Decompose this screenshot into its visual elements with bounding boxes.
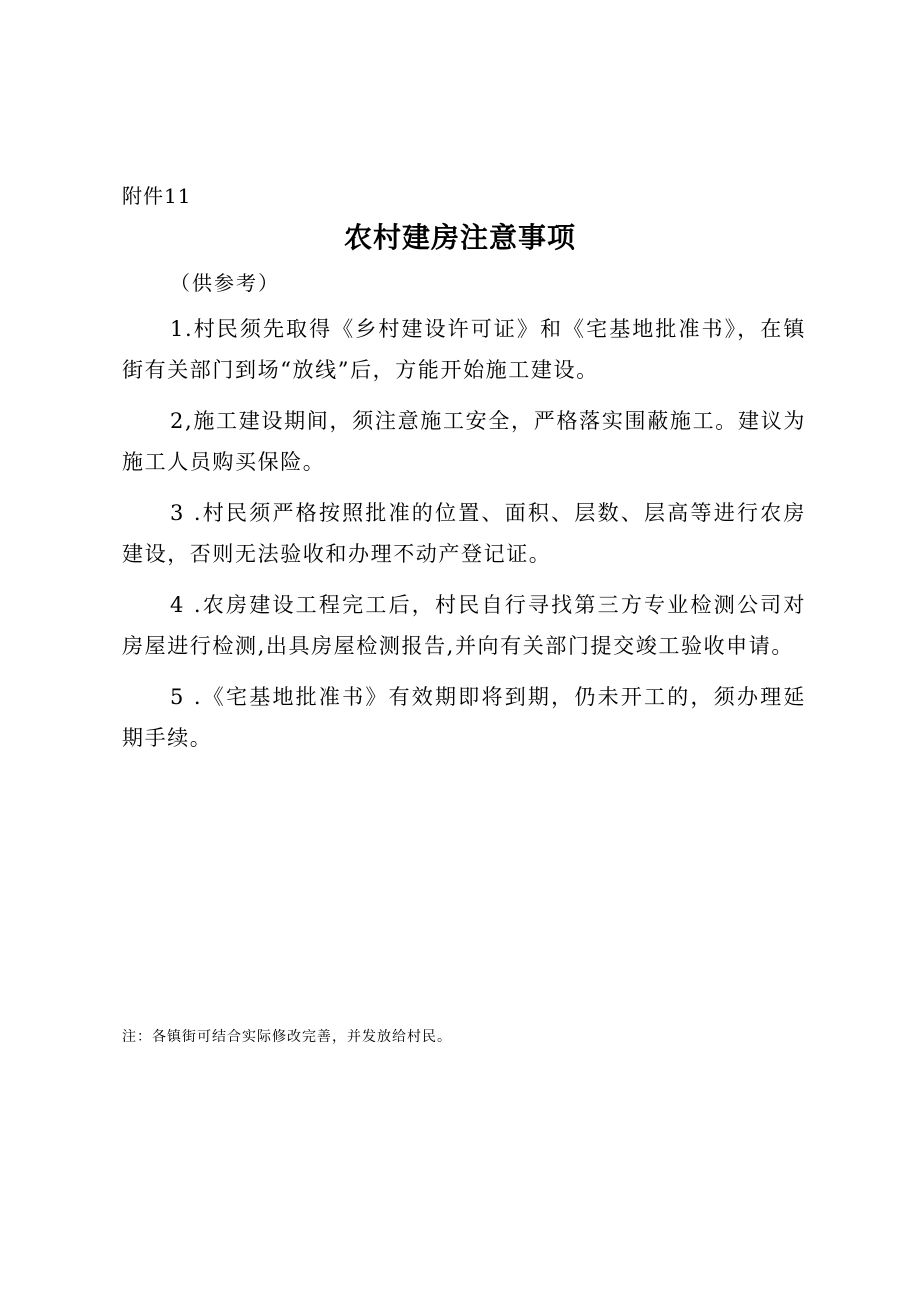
- attachment-label: 附件11: [122, 184, 192, 208]
- document-subtitle: （供参考）: [170, 271, 280, 295]
- item-paragraph-1: 1.村民须先取得《乡村建设许可证》和《宅基地批准书》，在镇街有关部门到场“放线”后，方能开始施工建设。: [122, 317, 806, 382]
- item-paragraph-4: 4 .农房建设工程完工后，村民自行寻找第三方专业检测公司对房屋进行检测,出具房屋检测报告,并向有关部门提交竣工验收申请。: [122, 593, 806, 658]
- item-paragraph-5: 5 .《宅基地批准书》有效期即将到期，仍未开工的，须办理延期手续。: [122, 685, 806, 750]
- item-paragraph-2: 2,施工建设期间，须注意施工安全，严格落实围蔽施工。建议为施工人员购买保险。: [122, 409, 806, 474]
- item-paragraph-3: 3 .村民须严格按照批准的位置、面积、层数、层高等进行农房建设，否则无法验收和办理不动产登记证。: [122, 501, 806, 566]
- footnote: 注：各镇街可结合实际修改完善，并发放给村民。: [122, 1029, 452, 1045]
- document-body: [122, 309, 806, 769]
- document-title: 农村建房注意事项: [343, 221, 576, 254]
